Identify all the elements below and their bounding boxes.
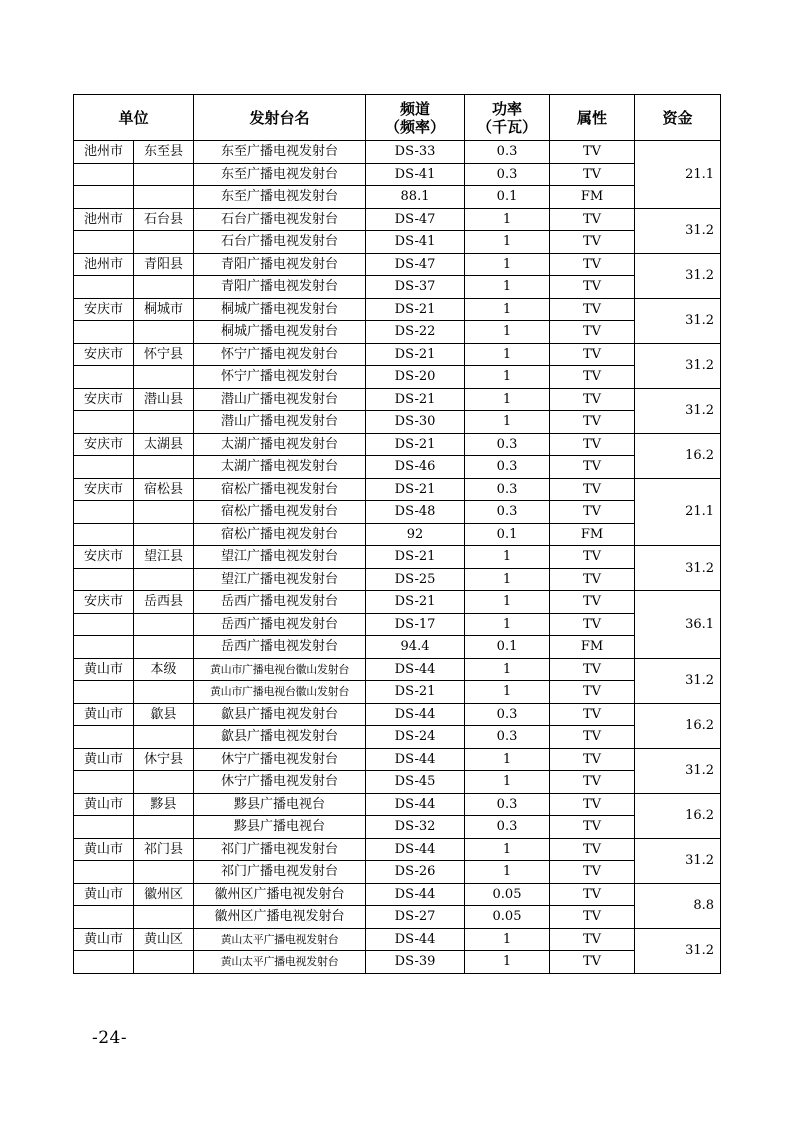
city-cell-empty	[74, 681, 134, 704]
station-name-cell: 徽州区广播电视发射台	[194, 883, 366, 906]
table-row	[74, 253, 721, 276]
attribute-cell: TV	[550, 298, 635, 321]
fund-cell: 31.2	[635, 253, 721, 298]
county-cell: 徽州区	[134, 883, 194, 906]
table-row	[74, 163, 721, 186]
power-cell: 1	[465, 681, 550, 704]
channel-cell: DS-21	[366, 478, 465, 501]
channel-cell: DS-46	[366, 456, 465, 479]
header-power	[465, 95, 550, 141]
power-cell: 0.05	[465, 906, 550, 929]
station-name-cell: 黟县广播电视台	[194, 793, 366, 816]
city-cell-empty	[74, 523, 134, 546]
channel-cell: DS-21	[366, 546, 465, 569]
channel-cell: DS-45	[366, 771, 465, 794]
fund-cell: 31.2	[635, 658, 721, 703]
table-row	[74, 231, 721, 254]
station-name-cell: 桐城广播电视发射台	[194, 321, 366, 344]
attribute-cell: FM	[550, 186, 635, 209]
city-cell-empty	[74, 636, 134, 659]
station-name-cell: 石台广播电视发射台	[194, 208, 366, 231]
fund-cell: 21.1	[635, 141, 721, 209]
station-name-cell: 望江广播电视发射台	[194, 546, 366, 569]
station-name-cell: 望江广播电视发射台	[194, 568, 366, 591]
station-name-cell: 黟县广播电视台	[194, 816, 366, 839]
county-cell-empty	[134, 276, 194, 299]
fund-cell: 31.2	[635, 343, 721, 388]
channel-cell: DS-48	[366, 501, 465, 524]
county-cell-empty	[134, 366, 194, 389]
city-cell-empty	[74, 568, 134, 591]
city-cell-empty	[74, 613, 134, 636]
station-name-cell: 潜山广播电视发射台	[194, 411, 366, 434]
attribute-cell: TV	[550, 141, 635, 164]
county-cell: 本级	[134, 658, 194, 681]
county-cell: 潜山县	[134, 388, 194, 411]
county-cell: 怀宁县	[134, 343, 194, 366]
fund-cell: 21.1	[635, 478, 721, 546]
fund-cell: 31.2	[635, 838, 721, 883]
attribute-cell: FM	[550, 636, 635, 659]
station-name-cell: 岳西广播电视发射台	[194, 591, 366, 614]
attribute-cell: FM	[550, 523, 635, 546]
station-name-cell: 石台广播电视发射台	[194, 231, 366, 254]
station-name-cell: 宿松广播电视发射台	[194, 478, 366, 501]
city-cell-empty	[74, 501, 134, 524]
channel-cell: DS-33	[366, 141, 465, 164]
table-row	[74, 591, 721, 614]
channel-cell: DS-21	[366, 388, 465, 411]
attribute-cell: TV	[550, 388, 635, 411]
channel-cell: 94.4	[366, 636, 465, 659]
channel-cell: DS-39	[366, 951, 465, 974]
attribute-cell: TV	[550, 816, 635, 839]
city-cell-empty	[74, 411, 134, 434]
attribute-cell: TV	[550, 501, 635, 524]
table-row	[74, 816, 721, 839]
county-cell-empty	[134, 951, 194, 974]
county-cell: 望江县	[134, 546, 194, 569]
power-cell: 1	[465, 276, 550, 299]
county-cell-empty	[134, 861, 194, 884]
city-cell: 安庆市	[74, 546, 134, 569]
city-cell-empty	[74, 456, 134, 479]
county-cell-empty	[134, 186, 194, 209]
attribute-cell: TV	[550, 163, 635, 186]
header-power-line1: 功率	[492, 99, 523, 118]
city-cell-empty	[74, 231, 134, 254]
power-cell: 1	[465, 928, 550, 951]
county-cell-empty	[134, 568, 194, 591]
fund-cell: 31.2	[635, 388, 721, 433]
attribute-cell: TV	[550, 681, 635, 704]
fund-cell: 16.2	[635, 793, 721, 838]
table-row	[74, 478, 721, 501]
header-unit: 单位	[74, 95, 194, 141]
header-row	[74, 95, 721, 141]
table-row	[74, 726, 721, 749]
county-cell-empty	[134, 501, 194, 524]
county-cell: 东至县	[134, 141, 194, 164]
header-attribute: 属性	[550, 95, 635, 141]
station-name-cell: 东至广播电视发射台	[194, 186, 366, 209]
power-cell: 0.3	[465, 793, 550, 816]
attribute-cell: TV	[550, 478, 635, 501]
channel-cell: DS-21	[366, 298, 465, 321]
city-cell: 安庆市	[74, 343, 134, 366]
header-channel	[366, 95, 465, 141]
table-row	[74, 658, 721, 681]
power-cell: 0.1	[465, 636, 550, 659]
attribute-cell: TV	[550, 658, 635, 681]
station-name-cell: 休宁广播电视发射台	[194, 771, 366, 794]
county-cell-empty	[134, 681, 194, 704]
attribute-cell: TV	[550, 456, 635, 479]
channel-cell: DS-47	[366, 208, 465, 231]
power-cell: 1	[465, 568, 550, 591]
channel-cell: DS-44	[366, 748, 465, 771]
city-cell-empty	[74, 186, 134, 209]
table-row	[74, 748, 721, 771]
attribute-cell: TV	[550, 343, 635, 366]
channel-cell: DS-41	[366, 163, 465, 186]
fund-cell: 31.2	[635, 748, 721, 793]
header-channel-line2: （频率）	[385, 117, 446, 136]
channel-cell: DS-44	[366, 928, 465, 951]
county-cell: 太湖县	[134, 433, 194, 456]
attribute-cell: TV	[550, 771, 635, 794]
county-cell-empty	[134, 411, 194, 434]
power-cell: 0.3	[465, 703, 550, 726]
power-cell: 1	[465, 231, 550, 254]
station-name-cell: 潜山广播电视发射台	[194, 388, 366, 411]
channel-cell: DS-25	[366, 568, 465, 591]
county-cell-empty	[134, 636, 194, 659]
table-row	[74, 433, 721, 456]
fund-cell: 31.2	[635, 298, 721, 343]
county-cell: 桐城市	[134, 298, 194, 321]
city-cell: 黄山市	[74, 748, 134, 771]
table-row	[74, 928, 721, 951]
power-cell: 0.1	[465, 523, 550, 546]
county-cell: 祁门县	[134, 838, 194, 861]
power-cell: 1	[465, 613, 550, 636]
city-cell: 黄山市	[74, 703, 134, 726]
city-cell: 安庆市	[74, 298, 134, 321]
channel-cell: DS-26	[366, 861, 465, 884]
city-cell-empty	[74, 321, 134, 344]
attribute-cell: TV	[550, 546, 635, 569]
fund-cell: 36.1	[635, 591, 721, 659]
power-cell: 0.3	[465, 726, 550, 749]
attribute-cell: TV	[550, 906, 635, 929]
city-cell: 黄山市	[74, 838, 134, 861]
power-cell: 0.05	[465, 883, 550, 906]
table-row	[74, 951, 721, 974]
station-name-cell: 怀宁广播电视发射台	[194, 343, 366, 366]
table-row	[74, 141, 721, 164]
channel-cell: DS-37	[366, 276, 465, 299]
county-cell-empty	[134, 456, 194, 479]
attribute-cell: TV	[550, 703, 635, 726]
channel-cell: DS-21	[366, 591, 465, 614]
city-cell-empty	[74, 276, 134, 299]
station-name-cell: 黄山太平广播电视发射台	[194, 951, 366, 974]
channel-cell: 92	[366, 523, 465, 546]
attribute-cell: TV	[550, 568, 635, 591]
station-name-cell: 青阳广播电视发射台	[194, 253, 366, 276]
table-row	[74, 771, 721, 794]
table-row	[74, 613, 721, 636]
channel-cell: DS-21	[366, 681, 465, 704]
county-cell-empty	[134, 771, 194, 794]
power-cell: 1	[465, 298, 550, 321]
power-cell: 0.3	[465, 141, 550, 164]
table-row	[74, 456, 721, 479]
attribute-cell: TV	[550, 276, 635, 299]
power-cell: 1	[465, 343, 550, 366]
table-row	[74, 793, 721, 816]
power-cell: 1	[465, 546, 550, 569]
station-name-cell: 桐城广播电视发射台	[194, 298, 366, 321]
table-row	[74, 343, 721, 366]
header-fund: 资金	[635, 95, 721, 141]
channel-cell: DS-44	[366, 838, 465, 861]
table-row	[74, 681, 721, 704]
header-station-name: 发射台名	[194, 95, 366, 141]
table-row	[74, 636, 721, 659]
county-cell-empty	[134, 321, 194, 344]
attribute-cell: TV	[550, 793, 635, 816]
channel-cell: DS-41	[366, 231, 465, 254]
county-cell: 黟县	[134, 793, 194, 816]
city-cell: 安庆市	[74, 478, 134, 501]
channel-cell: DS-27	[366, 906, 465, 929]
station-name-cell: 东至广播电视发射台	[194, 141, 366, 164]
city-cell-empty	[74, 951, 134, 974]
power-cell: 0.3	[465, 478, 550, 501]
city-cell: 池州市	[74, 253, 134, 276]
station-name-cell: 岳西广播电视发射台	[194, 613, 366, 636]
city-cell: 安庆市	[74, 433, 134, 456]
channel-cell: DS-17	[366, 613, 465, 636]
power-cell: 0.3	[465, 433, 550, 456]
fund-cell: 16.2	[635, 703, 721, 748]
table-row	[74, 411, 721, 434]
city-cell-empty	[74, 726, 134, 749]
channel-cell: 88.1	[366, 186, 465, 209]
city-cell: 黄山市	[74, 883, 134, 906]
city-cell: 池州市	[74, 141, 134, 164]
station-name-cell: 歙县广播电视发射台	[194, 726, 366, 749]
page-number: -24-	[92, 1028, 128, 1048]
station-name-cell: 祁门广播电视发射台	[194, 861, 366, 884]
station-name-cell: 太湖广播电视发射台	[194, 456, 366, 479]
station-name-cell: 宿松广播电视发射台	[194, 523, 366, 546]
attribute-cell: TV	[550, 748, 635, 771]
power-cell: 0.3	[465, 456, 550, 479]
county-cell-empty	[134, 726, 194, 749]
station-name-cell: 黄山市广播电视台徽山发射台	[194, 681, 366, 704]
attribute-cell: TV	[550, 208, 635, 231]
county-cell: 宿松县	[134, 478, 194, 501]
city-cell-empty	[74, 906, 134, 929]
county-cell-empty	[134, 523, 194, 546]
county-cell: 岳西县	[134, 591, 194, 614]
city-cell: 安庆市	[74, 388, 134, 411]
county-cell-empty	[134, 816, 194, 839]
table-row	[74, 366, 721, 389]
power-cell: 0.1	[465, 186, 550, 209]
channel-cell: DS-30	[366, 411, 465, 434]
city-cell-empty	[74, 163, 134, 186]
attribute-cell: TV	[550, 321, 635, 344]
table-row	[74, 883, 721, 906]
attribute-cell: TV	[550, 433, 635, 456]
power-cell: 1	[465, 951, 550, 974]
city-cell: 黄山市	[74, 658, 134, 681]
power-cell: 1	[465, 411, 550, 434]
power-cell: 1	[465, 838, 550, 861]
table-row	[74, 276, 721, 299]
county-cell: 休宁县	[134, 748, 194, 771]
channel-cell: DS-21	[366, 433, 465, 456]
county-cell: 青阳县	[134, 253, 194, 276]
channel-cell: DS-24	[366, 726, 465, 749]
city-cell: 黄山市	[74, 928, 134, 951]
station-name-cell: 黄山市广播电视台徽山发射台	[194, 658, 366, 681]
county-cell-empty	[134, 231, 194, 254]
attribute-cell: TV	[550, 411, 635, 434]
station-name-cell: 祁门广播电视发射台	[194, 838, 366, 861]
attribute-cell: TV	[550, 951, 635, 974]
table-row	[74, 861, 721, 884]
table-row	[74, 703, 721, 726]
table-row	[74, 186, 721, 209]
attribute-cell: TV	[550, 366, 635, 389]
header-power-line2: （千瓦）	[477, 117, 538, 136]
power-cell: 1	[465, 253, 550, 276]
power-cell: 1	[465, 771, 550, 794]
power-cell: 0.3	[465, 501, 550, 524]
station-name-cell: 太湖广播电视发射台	[194, 433, 366, 456]
table-row	[74, 208, 721, 231]
city-cell-empty	[74, 771, 134, 794]
power-cell: 1	[465, 366, 550, 389]
attribute-cell: TV	[550, 726, 635, 749]
county-cell: 歙县	[134, 703, 194, 726]
power-cell: 1	[465, 591, 550, 614]
power-cell: 0.3	[465, 163, 550, 186]
city-cell-empty	[74, 366, 134, 389]
station-name-cell: 岳西广播电视发射台	[194, 636, 366, 659]
county-cell: 黄山区	[134, 928, 194, 951]
transmitter-table	[73, 94, 721, 974]
fund-cell: 16.2	[635, 433, 721, 478]
channel-cell: DS-22	[366, 321, 465, 344]
station-name-cell: 宿松广播电视发射台	[194, 501, 366, 524]
attribute-cell: TV	[550, 231, 635, 254]
station-name-cell: 黄山太平广播电视发射台	[194, 928, 366, 951]
table-row	[74, 546, 721, 569]
table-row	[74, 298, 721, 321]
fund-cell: 31.2	[635, 928, 721, 973]
table-row	[74, 501, 721, 524]
fund-cell: 31.2	[635, 208, 721, 253]
table-row	[74, 838, 721, 861]
county-cell-empty	[134, 906, 194, 929]
county-cell-empty	[134, 613, 194, 636]
county-cell-empty	[134, 163, 194, 186]
table-row	[74, 388, 721, 411]
table-row	[74, 568, 721, 591]
station-name-cell: 休宁广播电视发射台	[194, 748, 366, 771]
city-cell-empty	[74, 816, 134, 839]
table-row	[74, 321, 721, 344]
channel-cell: DS-21	[366, 343, 465, 366]
fund-cell: 8.8	[635, 883, 721, 928]
fund-cell: 31.2	[635, 546, 721, 591]
station-name-cell: 青阳广播电视发射台	[194, 276, 366, 299]
attribute-cell: TV	[550, 928, 635, 951]
power-cell: 0.3	[465, 816, 550, 839]
city-cell-empty	[74, 861, 134, 884]
attribute-cell: TV	[550, 253, 635, 276]
city-cell: 黄山市	[74, 793, 134, 816]
channel-cell: DS-47	[366, 253, 465, 276]
attribute-cell: TV	[550, 613, 635, 636]
power-cell: 1	[465, 748, 550, 771]
table-row	[74, 523, 721, 546]
city-cell: 安庆市	[74, 591, 134, 614]
channel-cell: DS-44	[366, 658, 465, 681]
station-name-cell: 徽州区广播电视发射台	[194, 906, 366, 929]
header-channel-line1: 频道	[400, 99, 431, 118]
power-cell: 1	[465, 208, 550, 231]
station-name-cell: 东至广播电视发射台	[194, 163, 366, 186]
attribute-cell: TV	[550, 861, 635, 884]
channel-cell: DS-44	[366, 703, 465, 726]
attribute-cell: TV	[550, 883, 635, 906]
power-cell: 1	[465, 861, 550, 884]
city-cell: 池州市	[74, 208, 134, 231]
station-name-cell: 歙县广播电视发射台	[194, 703, 366, 726]
channel-cell: DS-32	[366, 816, 465, 839]
power-cell: 1	[465, 388, 550, 411]
attribute-cell: TV	[550, 838, 635, 861]
power-cell: 1	[465, 658, 550, 681]
channel-cell: DS-44	[366, 883, 465, 906]
power-cell: 1	[465, 321, 550, 344]
station-name-cell: 怀宁广播电视发射台	[194, 366, 366, 389]
channel-cell: DS-44	[366, 793, 465, 816]
attribute-cell: TV	[550, 591, 635, 614]
channel-cell: DS-20	[366, 366, 465, 389]
county-cell: 石台县	[134, 208, 194, 231]
table-body	[74, 141, 721, 974]
table-row	[74, 906, 721, 929]
